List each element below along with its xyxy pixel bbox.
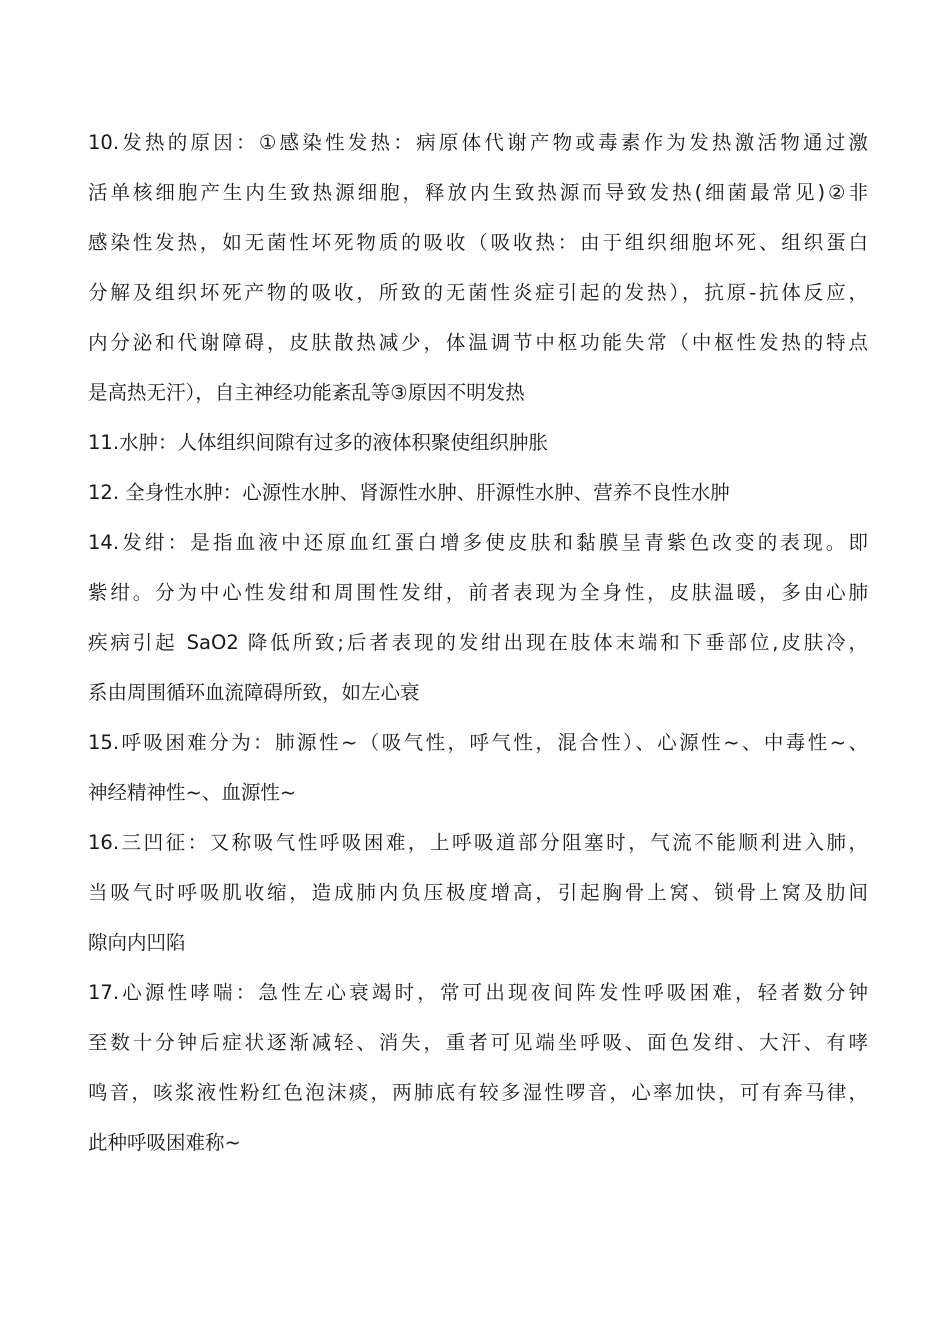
text-line: 此种呼吸困难称~ (88, 1131, 241, 1154)
entry-11-edema (88, 418, 868, 468)
text-line: 当吸气时呼吸肌收缩，造成肺内负压极度增高，引起胸骨上窝、锁骨上窝及肋间 (88, 881, 868, 904)
text-line: 神经精神性~、血源性~ (88, 781, 297, 804)
text-line: 16.三凹征：又称吸气性呼吸困难，上呼吸道部分阻塞时，气流不能顺利进入肺， (88, 831, 868, 854)
document-page (88, 118, 868, 1168)
entry-15-dyspnea-types (88, 718, 868, 818)
text-line: 感染性发热，如无菌性坏死物质的吸收（吸收热：由于组织细胞坏死、组织蛋白 (88, 231, 868, 254)
entry-12-systemic-edema (88, 468, 868, 518)
entry-14-cyanosis (88, 518, 868, 718)
text-line: 11.水肿：人体组织间隙有过多的液体积聚使组织肿胀 (88, 431, 549, 454)
text-line: 是高热无汗），自主神经功能紊乱等③原因不明发热 (88, 381, 525, 404)
text-line: 鸣音，咳浆液性粉红色泡沫痰，两肺底有较多湿性啰音，心率加快，可有奔马律， (88, 1081, 868, 1104)
text-line: 系由周围循环血流障碍所致，如左心衰 (88, 681, 420, 704)
text-line: 分解及组织坏死产物的吸收，所致的无菌性炎症引起的发热），抗原-抗体反应， (88, 281, 868, 304)
entry-10-fever-causes (88, 118, 868, 418)
text-line: 14.发绀：是指血液中还原血红蛋白增多使皮肤和黏膜呈青紫色改变的表现。即 (88, 531, 868, 554)
text-line: 15.呼吸困难分为：肺源性~（吸气性，呼气性，混合性）、心源性~、中毒性~、 (88, 731, 868, 754)
text-line: 至数十分钟后症状逐渐减轻、消失，重者可见端坐呼吸、面色发绀、大汗、有哮 (88, 1031, 868, 1054)
text-line: 紫绀。分为中心性发绀和周围性发绀，前者表现为全身性，皮肤温暖，多由心肺 (88, 581, 868, 604)
text-line: 疾病引起 SaO2 降低所致;后者表现的发绀出现在肢体末端和下垂部位,皮肤冷， (88, 631, 868, 654)
entry-17-cardiac-asthma (88, 968, 868, 1168)
entry-16-three-depression-sign (88, 818, 868, 968)
text-line: 隙向内凹陷 (88, 931, 186, 954)
text-line: 17.心源性哮喘：急性左心衰竭时，常可出现夜间阵发性呼吸困难，轻者数分钟 (88, 981, 868, 1004)
text-line: 10.发热的原因：①感染性发热：病原体代谢产物或毒素作为发热激活物通过激 (88, 131, 868, 154)
text-line: 12. 全身性水肿：心源性水肿、肾源性水肿、肝源性水肿、营养不良性水肿 (88, 481, 730, 504)
text-line: 活单核细胞产生内生致热源细胞，释放内生致热源而导致发热(细菌最常见)②非 (88, 181, 868, 204)
text-line: 内分泌和代谢障碍，皮肤散热减少，体温调节中枢功能失常（中枢性发热的特点 (88, 331, 868, 354)
